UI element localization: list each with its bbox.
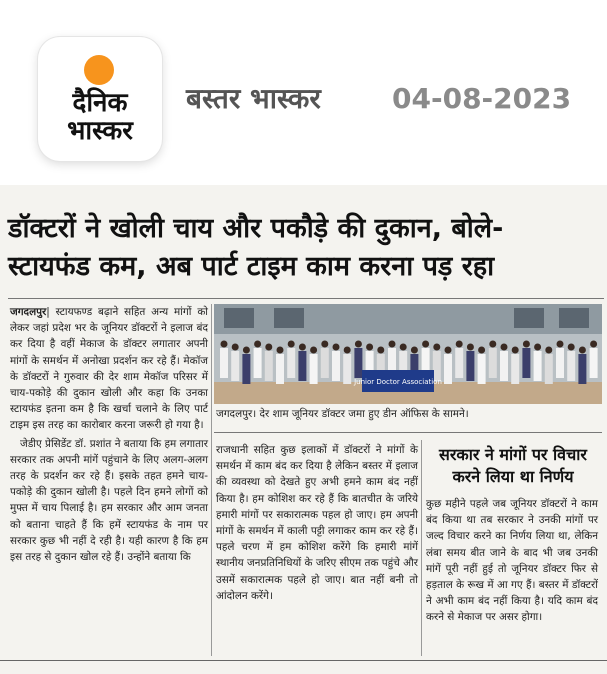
- person-body: [500, 351, 508, 381]
- person-head: [400, 344, 407, 351]
- headline-line-2: स्टायफंड कम, अब पार्ट टाइम काम करना पड़ रहा: [8, 251, 495, 282]
- protest-photo: [214, 304, 602, 404]
- person-head: [422, 341, 429, 348]
- article-headline: [8, 210, 604, 286]
- caption-rule: [214, 432, 602, 433]
- person-head: [254, 341, 261, 348]
- dainik-bhaskar-logo: [38, 37, 162, 161]
- paragraph-1: स्टायफण्ड बढ़ाने सहित अन्य मांगों को लेकर जहां प्रदेश भर के जूनियर डॉक्टरों ने इलाज बंद कर दिया है वहीं मेकाज के डॉक्टर लगातार अपनी मांगों के समर्थन में अनोखा प्रदर्शन कर रहे हैं। मेकॉज के डॉक्टरों ने गुरुवार की देर शाम मेकॉज परिसर में चाय-पकोड़े की दुकान खोली और कहा कि उनका स्टायफंड इतना कम है कि खर्चा चलाने के लिए पार्ट टाइम इस तरह का कारोबार करना जरूरी हो गया है।: [10, 306, 209, 432]
- photo-caption: जगदलपुर। देर शाम जूनियर डॉक्टर जमा हुए डीन ऑफिस के सामने।: [216, 408, 469, 420]
- person-head: [265, 344, 272, 351]
- person-head: [489, 341, 496, 348]
- person-head: [545, 347, 552, 354]
- person-body: [298, 351, 306, 381]
- person-body: [265, 351, 273, 381]
- dateline: जगदलपुर|: [10, 306, 56, 318]
- person-body: [332, 351, 340, 381]
- person-head: [344, 347, 351, 354]
- sun-icon: [84, 55, 114, 85]
- person-body: [489, 348, 497, 378]
- logo-text-dainik: दैनिक: [72, 88, 128, 118]
- person-body: [590, 348, 598, 378]
- person-head: [310, 347, 317, 354]
- person-head: [568, 344, 575, 351]
- column-divider-1: [211, 304, 212, 656]
- person-body: [276, 354, 284, 384]
- person-body: [444, 354, 452, 384]
- publication-name: बस्तर भास्कर: [186, 82, 321, 115]
- article-column-3: कुछ महीने पहले जब जूनियर डॉक्टरों ने काम बंद किया था तब सरकार ने उनकी मांगों पर जल्द विचार करने का निर्णय लिया था, लेकिन लंबा समय बीत जाने के बाद भी जब उनकी मांगें पूरी नहीं हुई तो जूनियर डॉक्टर फिर से हड़ताल के रूख में आ गए हैं। बस्तर में डॉक्टरों ने अभी काम बंद नहीं किया है। यदि काम बंद करने से मेकाज पर असर होगा।: [426, 498, 598, 624]
- person-head: [433, 344, 440, 351]
- article-column-1: [10, 304, 208, 565]
- person-head: [501, 344, 508, 351]
- paragraph-2: जेडीए प्रेसिडेंट डॉ. प्रशांत ने बताया कि हम लगातार सरकार तक अपनी मांगें पहुंचाने के लिए अलग-अलग तरह के प्रदर्शन कर रहे हैं। इसके तहत हमने चाय-पकोड़े की दुकान खोली है। पहले दिन हमने लोगों को मुफ्त में चाय पिलाई है। हम सरकार और आम जनता को बताना चाहते हैं कि हमें स्टायफंड के नाम पर सरकार कुछ भी नहीं दे रही है। यही कारण है कि हम इस तरह से दुकान खोल रहे हैं। उन्होंने बताया कि: [10, 437, 208, 564]
- person-head: [534, 344, 541, 351]
- person-body: [287, 348, 295, 378]
- column-divider-2: [421, 440, 422, 656]
- person-head: [523, 341, 530, 348]
- person-head: [467, 344, 474, 351]
- person-body: [310, 354, 318, 384]
- person-head: [512, 347, 519, 354]
- person-body: [466, 351, 474, 381]
- page-header: [0, 0, 607, 185]
- person-body: [522, 348, 530, 378]
- person-body: [556, 348, 564, 378]
- person-body: [321, 348, 329, 378]
- person-body: [511, 354, 519, 384]
- person-head: [299, 344, 306, 351]
- person-head: [232, 344, 239, 351]
- person-body: [567, 351, 575, 381]
- logo-text-bhaskar: भास्कर: [67, 116, 133, 146]
- person-body: [478, 354, 486, 384]
- person-head: [377, 347, 384, 354]
- person-body: [231, 351, 239, 381]
- bottom-rule: [0, 660, 607, 661]
- person-head: [579, 347, 586, 354]
- person-body: [220, 348, 228, 378]
- person-head: [243, 347, 250, 354]
- article-column-2: राजधानी सहित कुछ इलाकों में डॉक्टरों ने मांगों के समर्थन में काम बंद कर दिया है लेकिन बस्तर में इलाज की व्यवस्था को देखते हुए अभी हमने काम बंद नहीं किया है। हम कोशिश कर रहे हैं कि बातचीत के जरिये हमारी मांगों पर सकारात्मक पहल हो जाए। हम अपनी मांगों के समर्थन में काली पट्टी लगाकर काम कर रहे हैं। पहले चरण में हम कोशिश करेंगे कि हमारी मांगें स्थानीय जनप्रतिनिधियों के जरिए सीएम तक पहुंचे और उसमें सकारात्मक पहले हो जाए। बात नहीं बनी तो आंदोलन करेंगे।: [216, 444, 418, 602]
- person-body: [242, 354, 250, 384]
- person-head: [333, 344, 340, 351]
- person-head: [277, 347, 284, 354]
- person-head: [389, 341, 396, 348]
- article-subheading: सरकार ने मांगों पर विचार करने लिया था निर्णय: [439, 445, 587, 486]
- person-head: [288, 341, 295, 348]
- person-head: [557, 341, 564, 348]
- person-head: [221, 341, 228, 348]
- person-body: [254, 348, 262, 378]
- publication-date: 04-08-2023: [392, 82, 572, 115]
- person-head: [456, 341, 463, 348]
- person-body: [534, 351, 542, 381]
- person-body: [343, 354, 351, 384]
- person-body: [354, 348, 362, 378]
- person-head: [478, 347, 485, 354]
- person-body: [455, 348, 463, 378]
- person-head: [366, 344, 373, 351]
- banner-text: Junior Doctor Association: [354, 378, 442, 386]
- person-head: [445, 347, 452, 354]
- person-head: [321, 341, 328, 348]
- person-body: [578, 354, 586, 384]
- headline-line-1: डॉक्टरों ने खोली चाय और पकौड़े की दुकान, बोले-: [8, 213, 504, 244]
- person-head: [590, 341, 597, 348]
- headline-rule: [8, 298, 604, 299]
- person-head: [411, 347, 418, 354]
- person-head: [355, 341, 362, 348]
- person-body: [545, 354, 553, 384]
